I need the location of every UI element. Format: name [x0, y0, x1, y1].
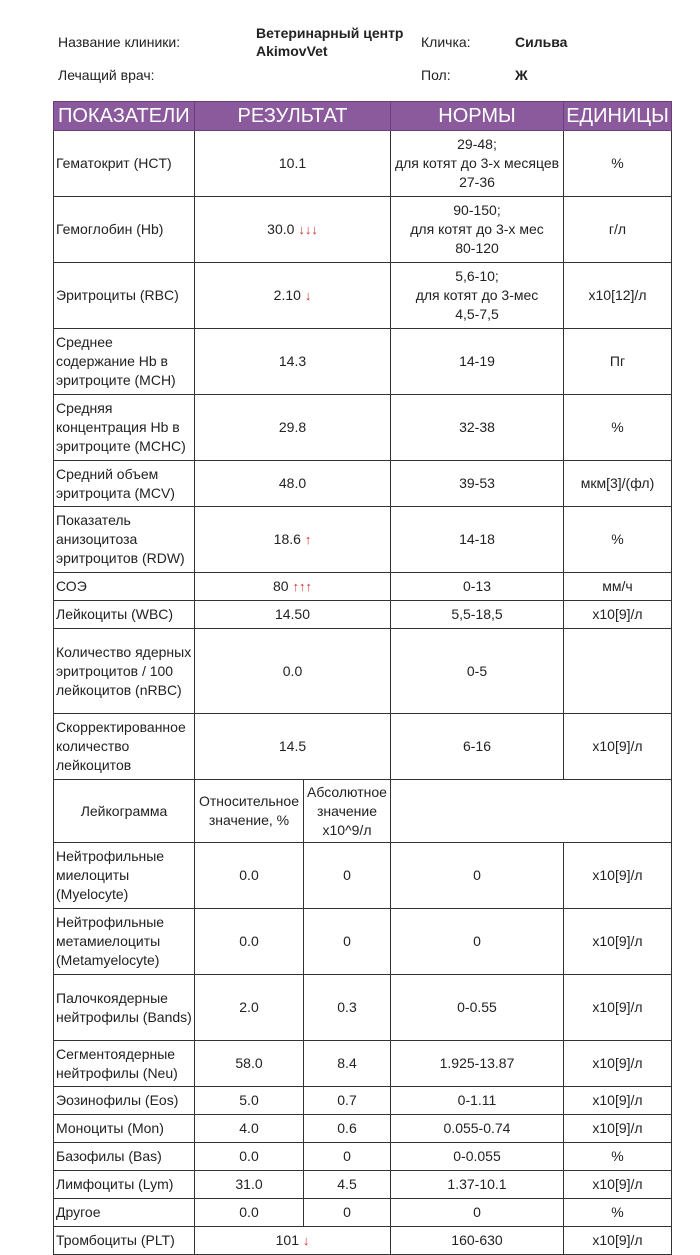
table-row	[54, 629, 672, 714]
unit-cell: %	[564, 131, 672, 197]
unit-cell: %	[564, 507, 672, 573]
result-cell	[195, 461, 391, 507]
result-value: 101	[275, 1232, 299, 1248]
norm-cell	[391, 131, 564, 197]
deviation-arrow-icon: ↑	[304, 532, 312, 547]
absolute-value: 0	[304, 909, 391, 975]
norm-line: 14-18	[459, 531, 495, 547]
unit-cell: %	[564, 1143, 672, 1171]
indicator-name: Скорректированное количество лейкоцитов	[54, 714, 195, 780]
unit-cell: мм/ч	[564, 573, 672, 601]
unit-cell: x10[9]/л	[564, 1087, 672, 1115]
table-row	[54, 263, 672, 329]
norm-cell	[391, 329, 564, 395]
result-value: 80	[273, 578, 289, 594]
leukocyte-name: Нейтрофильные метамиелоциты (Metamyelocyte)	[54, 909, 195, 975]
relative-value: 0.0	[195, 1143, 304, 1171]
leukogram-row	[54, 843, 672, 909]
leukogram-row	[54, 1041, 672, 1087]
norm-cell	[391, 197, 564, 263]
indicator-name: Средний объем эритроцита (MCV)	[54, 461, 195, 507]
result-value: 30.0	[267, 221, 295, 237]
norm-line: 6-16	[462, 738, 492, 754]
leukocyte-name: Лимфоциты (Lym)	[54, 1171, 195, 1199]
deviation-arrow-icon: ↓↓↓	[298, 222, 318, 237]
absolute-value: 0	[304, 1199, 391, 1227]
table-row	[54, 461, 672, 507]
nickname-label: Кличка:	[421, 34, 471, 50]
result-cell	[195, 714, 391, 780]
norm-cell	[391, 461, 564, 507]
norm-cell: 0-0.055	[391, 1143, 564, 1171]
norm-line: 27-36	[459, 174, 495, 190]
leukogram-relative-header: Относительное значение, %	[195, 780, 304, 843]
leukocyte-name: Сегментоядерные нейтрофилы (Neu)	[54, 1041, 195, 1087]
clinic-name-line1: Ветеринарный центр	[256, 25, 404, 41]
norm-cell: 0-0.55	[391, 975, 564, 1041]
absolute-value: 0.6	[304, 1115, 391, 1143]
absolute-value: 0.7	[304, 1087, 391, 1115]
norm-cell: 0-1.11	[391, 1087, 564, 1115]
result-value: 29.8	[278, 419, 307, 435]
unit-cell: x10[9]/л	[564, 909, 672, 975]
result-cell	[195, 197, 391, 263]
header-result: РЕЗУЛЬТАТ	[195, 102, 391, 131]
deviation-arrow-icon: ↑↑↑	[292, 579, 312, 594]
leukocyte-name: Базофилы (Bas)	[54, 1143, 195, 1171]
result-value: 14.50	[274, 606, 311, 622]
result-cell	[195, 131, 391, 197]
result-value: 14.3	[278, 353, 307, 369]
leukocyte-name: Эозинофилы (Eos)	[54, 1087, 195, 1115]
leukogram-row	[54, 1171, 672, 1199]
norm-line: для котят до 3-мес	[415, 287, 539, 303]
unit-cell: г/л	[564, 197, 672, 263]
leukogram-title: Лейкограмма	[54, 780, 195, 843]
result-cell	[195, 1227, 391, 1255]
relative-value: 58.0	[195, 1041, 304, 1087]
leukocyte-name: Нейтрофильные миелоциты (Myelocyte)	[54, 843, 195, 909]
norm-cell	[391, 573, 564, 601]
clinic-label: Название клиники:	[58, 34, 181, 50]
indicator-name: Гемоглобин (Hb)	[54, 197, 195, 263]
header-indicators: ПОКАЗАТЕЛИ	[54, 102, 195, 131]
leukogram-row	[54, 1115, 672, 1143]
indicator-name: Среднее содержание Hb в эритроците (MCH)	[54, 329, 195, 395]
leukogram-header-row	[54, 780, 672, 843]
indicator-name: Гематокрит (HCT)	[54, 131, 195, 197]
result-value: 48.0	[278, 475, 307, 491]
norm-cell	[391, 629, 564, 714]
leukogram-absolute-header: Абсолютное значение x10^9/л	[304, 780, 391, 843]
unit-cell	[564, 629, 672, 714]
indicator-name: Количество ядерных эритроцитов / 100 лейкоцитов (nRBC)	[54, 629, 195, 714]
unit-cell: %	[564, 395, 672, 461]
deviation-arrow-icon: ↓	[302, 1233, 310, 1248]
table-row	[54, 573, 672, 601]
unit-cell: x10[9]/л	[564, 1115, 672, 1143]
table-row	[54, 601, 672, 629]
norm-cell	[391, 601, 564, 629]
unit-cell: x10[9]/л	[564, 1227, 672, 1255]
absolute-value: 0.3	[304, 975, 391, 1041]
unit-cell: x10[9]/л	[564, 601, 672, 629]
relative-value: 31.0	[195, 1171, 304, 1199]
unit-cell: x10[9]/л	[564, 975, 672, 1041]
norm-cell	[391, 507, 564, 573]
unit-cell: x10[12]/л	[564, 263, 672, 329]
norm-line: для котят до 3-х месяцев	[394, 155, 560, 171]
sex-label: Пол:	[421, 67, 451, 83]
norm-cell	[391, 395, 564, 461]
result-value: 14.5	[278, 738, 307, 754]
norm-cell: 1.37-10.1	[391, 1171, 564, 1199]
indicator-name: СОЭ	[54, 573, 195, 601]
leukocyte-name: Палочкоядерные нейтрофилы (Bands)	[54, 975, 195, 1041]
table-row	[54, 131, 672, 197]
clinic-name	[256, 24, 403, 60]
table-row	[54, 395, 672, 461]
result-value: 10.1	[278, 155, 307, 171]
result-cell	[195, 601, 391, 629]
norm-line: 29-48;	[457, 136, 497, 152]
norm-line: 39-53	[459, 475, 495, 491]
indicator-name: Эритроциты (RBC)	[54, 263, 195, 329]
norm-cell: 0	[391, 909, 564, 975]
indicator-name: Средняя концентрация Hb в эритроците (MCHC)	[54, 395, 195, 461]
result-value: 0.0	[282, 662, 303, 679]
absolute-value: 0	[304, 843, 391, 909]
norm-cell	[391, 714, 564, 780]
report-header	[0, 0, 700, 100]
result-value: 2.10	[273, 287, 301, 303]
unit-cell: x10[9]/л	[564, 1041, 672, 1087]
relative-value: 4.0	[195, 1115, 304, 1143]
doctor-label: Лечащий врач:	[58, 67, 155, 83]
unit-cell: мкм[3]/(фл)	[564, 461, 672, 507]
norm-line: 80-120	[455, 240, 499, 256]
indicator-name: Тромбоциты (PLT)	[54, 1227, 195, 1255]
unit-cell: Пг	[564, 329, 672, 395]
deviation-arrow-icon: ↓	[304, 288, 312, 303]
norm-cell: 0	[391, 843, 564, 909]
norm-line: 5,5-18,5	[451, 606, 503, 622]
absolute-value: 8.4	[304, 1041, 391, 1087]
result-cell	[195, 573, 391, 601]
header-units: ЕДИНИЦЫ	[564, 102, 672, 131]
norm-cell: 0.055-0.74	[391, 1115, 564, 1143]
norm-line: 32-38	[459, 419, 495, 435]
result-cell	[195, 263, 391, 329]
norm-cell: 0	[391, 1199, 564, 1227]
norm-line: 0-13	[462, 578, 492, 594]
leukocyte-name: Другое	[54, 1199, 195, 1227]
leukogram-row	[54, 975, 672, 1041]
norm-line: 0-5	[466, 662, 488, 679]
header-norms: НОРМЫ	[391, 102, 564, 131]
norm-line: 5,6-10;	[455, 268, 499, 284]
table-header-row	[54, 102, 672, 131]
result-cell	[195, 629, 391, 714]
relative-value: 2.0	[195, 975, 304, 1041]
table-row	[54, 197, 672, 263]
result-cell	[195, 507, 391, 573]
norm-line: для котят до 3-х мес	[410, 221, 544, 237]
clinic-name-line2: AkimovVet	[256, 43, 328, 59]
platelets-row	[54, 1227, 672, 1255]
result-value: 18.6	[273, 531, 301, 547]
relative-value: 0.0	[195, 843, 304, 909]
nickname-value: Сильва	[515, 34, 568, 50]
relative-value: 0.0	[195, 1199, 304, 1227]
norm-line: 90-150;	[453, 202, 501, 218]
unit-cell: x10[9]/л	[564, 843, 672, 909]
absolute-value: 0	[304, 1143, 391, 1171]
sex-value: Ж	[515, 67, 528, 83]
leukogram-row	[54, 1087, 672, 1115]
norm-line: 14-19	[459, 353, 495, 369]
unit-cell: %	[564, 1199, 672, 1227]
unit-cell: x10[9]/л	[564, 1171, 672, 1199]
norm-cell: 1.925-13.87	[391, 1041, 564, 1087]
leukogram-header-blank	[391, 780, 672, 843]
result-cell	[195, 329, 391, 395]
norm-cell: 160-630	[391, 1227, 564, 1255]
table-row	[54, 714, 672, 780]
table-row	[54, 329, 672, 395]
leukogram-row	[54, 1143, 672, 1171]
unit-cell: x10[9]/л	[564, 714, 672, 780]
leukocyte-name: Моноциты (Mon)	[54, 1115, 195, 1143]
norm-cell	[391, 263, 564, 329]
results-table	[53, 101, 672, 1255]
result-cell	[195, 395, 391, 461]
table-row	[54, 507, 672, 573]
leukogram-row	[54, 1199, 672, 1227]
relative-value: 0.0	[195, 909, 304, 975]
absolute-value: 4.5	[304, 1171, 391, 1199]
leukogram-row	[54, 909, 672, 975]
indicator-name: Лейкоциты (WBC)	[54, 601, 195, 629]
indicator-name: Показатель анизоцитоза эритроцитов (RDW)	[54, 507, 195, 573]
norm-line: 4,5-7,5	[455, 306, 499, 322]
relative-value: 5.0	[195, 1087, 304, 1115]
